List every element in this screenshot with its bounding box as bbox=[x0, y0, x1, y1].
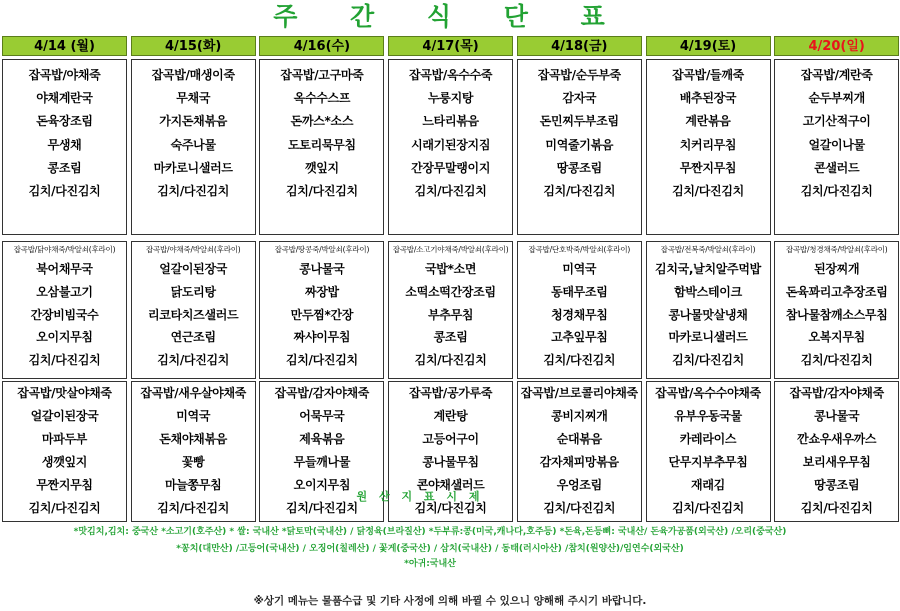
menu-item: 연근조림 bbox=[170, 330, 216, 345]
menu-item: 잡곡밥/들깨죽 bbox=[672, 68, 744, 82]
menu-item: 잡곡밥/공가루죽 bbox=[409, 386, 493, 400]
menu-item: 도토리묵무침 bbox=[288, 137, 356, 152]
menu-item: 김치/다진김치 bbox=[672, 353, 744, 368]
day-column bbox=[2, 36, 127, 515]
menu-item: 콩나물맛살냉채 bbox=[668, 307, 748, 322]
breakfast-menu-box bbox=[517, 59, 642, 235]
menu-item: 잡곡밥/새우살야채죽 bbox=[140, 386, 247, 400]
menu-item: 김치/다진김치 bbox=[800, 183, 873, 198]
menu-item: 청경채무침 bbox=[551, 307, 608, 322]
menu-item: 순두부찌개 bbox=[808, 91, 865, 106]
origin-line-1: *맛김치,김치: 중국산 *소고기(호주산) * 쌀: 국내산 *닭토막(국내산) / 닭정육(브라질산) *두부류:콩(미국,캐나다,호주등) *돈육,돈등뼈: 국내산/ 돈육가공품(외국산) /오리(중국산) bbox=[73, 527, 787, 537]
day-column bbox=[131, 36, 256, 515]
menu-item: 간장무말랭이지 bbox=[411, 160, 491, 175]
menu-item: 치커리무침 bbox=[679, 137, 737, 152]
menu-item: 재래김 bbox=[691, 478, 725, 492]
lunch-note: 잡곡밥/단호박죽/박알쇠(후라이) bbox=[528, 245, 631, 254]
menu-item: 김치/다진김치 bbox=[800, 501, 873, 515]
menu-item: 땅콩조림 bbox=[556, 160, 602, 175]
menu-item: 함박스테이크 bbox=[674, 284, 742, 299]
menu-item: 잡곡밥/매생이죽 bbox=[151, 68, 235, 82]
menu-item: 김치/다진김치 bbox=[28, 183, 101, 198]
menu-item: 미역국 bbox=[562, 262, 597, 276]
menu-item: 콩나물국 bbox=[299, 262, 345, 276]
day-header: 4/17(목) bbox=[388, 36, 513, 56]
breakfast-menu-box bbox=[2, 59, 127, 235]
menu-item: 소떡소떡간장조림 bbox=[405, 284, 496, 299]
menu-item: 얼갈이나물 bbox=[808, 137, 865, 152]
menu-item: 잡곡밥/맛살야채죽 bbox=[17, 386, 112, 400]
lunch-menu-box bbox=[646, 241, 771, 379]
breakfast-menu-box bbox=[131, 59, 256, 235]
menu-item: 미역줄기볶음 bbox=[545, 137, 614, 152]
menu-item: 마늘쫑무침 bbox=[164, 478, 222, 492]
menu-item: 북어채무국 bbox=[36, 262, 93, 276]
origin-line-2: *꽁치(대만산) /고등어(국내산) / 오징어(칠레산) / 꽃게(중국산) / 삼치(국내산) / 동태(러시아산) /참치(원양산)/임연수(외국산) bbox=[176, 544, 684, 554]
menu-item: 돈육장조림 bbox=[36, 114, 93, 129]
menu-item: 잡곡밥/야채죽 bbox=[28, 68, 101, 82]
lunch-note: 잡곡밥/야채죽/박알쇠(후라이) bbox=[145, 245, 241, 254]
menu-item: 고추잎무침 bbox=[551, 330, 608, 345]
menu-item: 콩조림 bbox=[433, 330, 468, 345]
day-column bbox=[517, 36, 642, 515]
menu-item: 콘샐러드 bbox=[814, 160, 860, 175]
menu-item: 누룽지탕 bbox=[428, 91, 474, 106]
lunch-menu-box bbox=[131, 241, 256, 379]
menu-item: 김치/다진김치 bbox=[414, 501, 487, 515]
menu-item: 잡곡밥/감자야채죽 bbox=[274, 386, 370, 400]
menu-item: 어묵무국 bbox=[299, 409, 345, 423]
menu-item: 돈민찌두부조림 bbox=[539, 114, 619, 129]
menu-item: 야채계란국 bbox=[36, 91, 93, 106]
day-header: 4/20(일) bbox=[774, 36, 899, 56]
menu-item: 김치/다진김치 bbox=[672, 183, 744, 198]
menu-item: 고등어구이 bbox=[422, 432, 479, 446]
menu-item: 김치/다진김치 bbox=[285, 501, 358, 515]
menu-item: 무들깨나물 bbox=[293, 455, 351, 469]
lunch-menu-box bbox=[517, 241, 642, 379]
origin-line-3: *아귀:국내산 bbox=[404, 559, 456, 569]
menu-item: 동태무조림 bbox=[551, 284, 608, 299]
breakfast-menu-box bbox=[259, 59, 384, 235]
menu-item: 돈까스*소스 bbox=[290, 114, 354, 129]
menu-item: 깐쇼우새우까스 bbox=[797, 432, 877, 446]
menu-item: 무생채 bbox=[47, 137, 82, 152]
day-column bbox=[646, 36, 771, 515]
menu-item: 제육볶음 bbox=[299, 432, 345, 446]
menu-item: 오이지무침 bbox=[293, 478, 351, 492]
menu-item: 순대볶음 bbox=[556, 432, 602, 446]
menu-item: 콩비지찌개 bbox=[551, 409, 608, 423]
lunch-menu-box bbox=[259, 241, 384, 379]
menu-item: 김치/다진김치 bbox=[543, 353, 616, 368]
menu-item: 마카로니샐러드 bbox=[153, 160, 233, 175]
menu-item: 김치/다진김치 bbox=[800, 353, 873, 368]
lunch-menu-box bbox=[388, 241, 513, 379]
menu-item: 땅콩조림 bbox=[814, 478, 860, 492]
day-header: 4/19(토) bbox=[646, 36, 771, 56]
menu-item: 무짠지무침 bbox=[36, 478, 93, 492]
menu-item: 리코타치즈샐러드 bbox=[148, 307, 239, 322]
menu-item: 감자국 bbox=[562, 91, 597, 106]
menu-item: 마카로니샐러드 bbox=[668, 330, 748, 345]
menu-item: 된장찌개 bbox=[814, 262, 860, 276]
menu-item: 우엉조림 bbox=[556, 478, 602, 492]
day-header: 4/15(화) bbox=[131, 36, 256, 56]
menu-item: 김치/다진김치 bbox=[672, 501, 744, 515]
menu-item: 카레라이스 bbox=[679, 432, 737, 446]
menu-item: 김치/다진김치 bbox=[157, 501, 230, 515]
menu-item: 얼갈이된장국 bbox=[159, 262, 228, 276]
menu-item: 옥수수스프 bbox=[293, 91, 351, 106]
menu-item: 김치/다진김치 bbox=[414, 353, 487, 368]
breakfast-menu-box bbox=[774, 59, 899, 235]
menu-item: 김치/다진김치 bbox=[543, 501, 616, 515]
menu-item: 잡곡밥/옥수수죽 bbox=[409, 68, 493, 82]
menu-item: 돈채야채볶음 bbox=[159, 432, 228, 446]
menu-item: 계란볶음 bbox=[685, 114, 731, 129]
menu-item: 오삼불고기 bbox=[36, 284, 93, 299]
menu-item: 콘야채샐러드 bbox=[416, 478, 485, 492]
breakfast-menu-box bbox=[388, 59, 513, 235]
menu-item: 짜장밥 bbox=[304, 284, 339, 299]
menu-item: 유부우동국물 bbox=[674, 409, 742, 423]
lunch-menu-box bbox=[774, 241, 899, 379]
menu-item: 계란탕 bbox=[433, 409, 468, 423]
menu-item: 잡곡밥/감자야채죽 bbox=[789, 386, 884, 400]
menu-item: 김치/다진김치 bbox=[28, 501, 101, 515]
notice-text: ※상기 메뉴는 물품수급 및 기타 사정에 의해 바뀔 수 있으니 양해해 주시기 바랍니다. bbox=[253, 595, 647, 607]
menu-item: 콩조림 bbox=[47, 160, 82, 175]
lunch-note: 잡곡밥/닭야채죽/박알쇠(후라이) bbox=[13, 245, 116, 254]
menu-item: 간장비빔국수 bbox=[30, 307, 99, 322]
menu-item: 잡곡밥/브로콜리야채죽 bbox=[520, 386, 638, 400]
menu-item: 김치/다진김치 bbox=[157, 183, 230, 198]
menu-item: 김치/다진김치 bbox=[157, 353, 230, 368]
menu-item: 잡곡밥/계란죽 bbox=[800, 68, 873, 82]
origin-title: 원 산 지 표 시 제 bbox=[356, 490, 484, 503]
day-header: 4/18(금) bbox=[517, 36, 642, 56]
menu-item: 고기산적구이 bbox=[802, 114, 871, 129]
menu-item: 무채국 bbox=[176, 91, 211, 106]
menu-item: 김치/다진김치 bbox=[28, 353, 101, 368]
menu-item: 김치국,날치알주먹밥 bbox=[655, 262, 761, 276]
menu-item: 시래기된장지짐 bbox=[411, 137, 491, 152]
menu-item: 가지돈채볶음 bbox=[159, 114, 228, 129]
menu-item: 무짠지무침 bbox=[679, 160, 737, 175]
menu-item: 김치/다진김치 bbox=[414, 183, 487, 198]
menu-item: 꽃빵 bbox=[181, 455, 205, 469]
menu-item: 오이지무침 bbox=[36, 330, 93, 345]
menu-item: 느타리볶음 bbox=[422, 114, 479, 129]
menu-item: 오복지무침 bbox=[808, 330, 865, 345]
menu-item: 만두찜*간장 bbox=[290, 307, 354, 322]
menu-item: 얼갈이된장국 bbox=[30, 409, 99, 423]
menu-item: 콩나물무침 bbox=[422, 455, 479, 469]
day-column bbox=[259, 36, 384, 515]
day-column bbox=[774, 36, 899, 515]
day-header: 4/16(수) bbox=[259, 36, 384, 56]
menu-item: 김치/다진김치 bbox=[543, 183, 616, 198]
menu-item: 돈육꽈리고추장조림 bbox=[785, 284, 888, 299]
menu-item: 마파두부 bbox=[41, 432, 88, 446]
menu-item: 깻잎지 bbox=[304, 160, 339, 175]
page-title: 주 간 식 단 표 bbox=[273, 2, 627, 31]
menu-item: 단무지부추무침 bbox=[668, 455, 748, 469]
menu-item: 잡곡밥/순두부죽 bbox=[537, 68, 621, 82]
lunch-menu-box bbox=[2, 241, 127, 379]
menu-item: 닭도리탕 bbox=[170, 284, 216, 299]
menu-item: 짜샤이무침 bbox=[293, 330, 351, 345]
menu-item: 미역국 bbox=[176, 409, 211, 423]
menu-item: 콩나물국 bbox=[814, 409, 860, 423]
menu-item: 숙주나물 bbox=[170, 137, 216, 152]
lunch-note: 잡곡밥/소고기야채죽/박알쇠(후라이) bbox=[392, 245, 509, 254]
menu-item: 국밥*소면 bbox=[425, 262, 477, 276]
day-header: 4/14 (월) bbox=[2, 36, 127, 56]
menu-item: 감자채피망볶음 bbox=[539, 455, 619, 469]
menu-item: 김치/다진김치 bbox=[285, 353, 358, 368]
lunch-note: 잡곡밥/청경채죽/박알쇠(후라이) bbox=[785, 245, 888, 254]
lunch-note: 잡곡밥/전복죽/박알쇠(후라이) bbox=[660, 245, 756, 254]
lunch-note: 잡곡밥/땅콩죽/박알쇠(후라이) bbox=[274, 245, 370, 254]
menu-item: 잡곡밥/옥수수야채죽 bbox=[655, 386, 761, 400]
menu-item: 보리새우무침 bbox=[802, 455, 871, 469]
menu-item: 배추된장국 bbox=[679, 91, 737, 106]
menu-item: 참나물참깨소스무침 bbox=[785, 307, 888, 322]
menu-item: 잡곡밥/고구마죽 bbox=[280, 68, 364, 82]
breakfast-menu-box bbox=[646, 59, 771, 235]
menu-item: 생깻잎지 bbox=[41, 455, 88, 469]
menu-item: 김치/다진김치 bbox=[285, 183, 358, 198]
menu-item: 부추무침 bbox=[428, 307, 474, 322]
